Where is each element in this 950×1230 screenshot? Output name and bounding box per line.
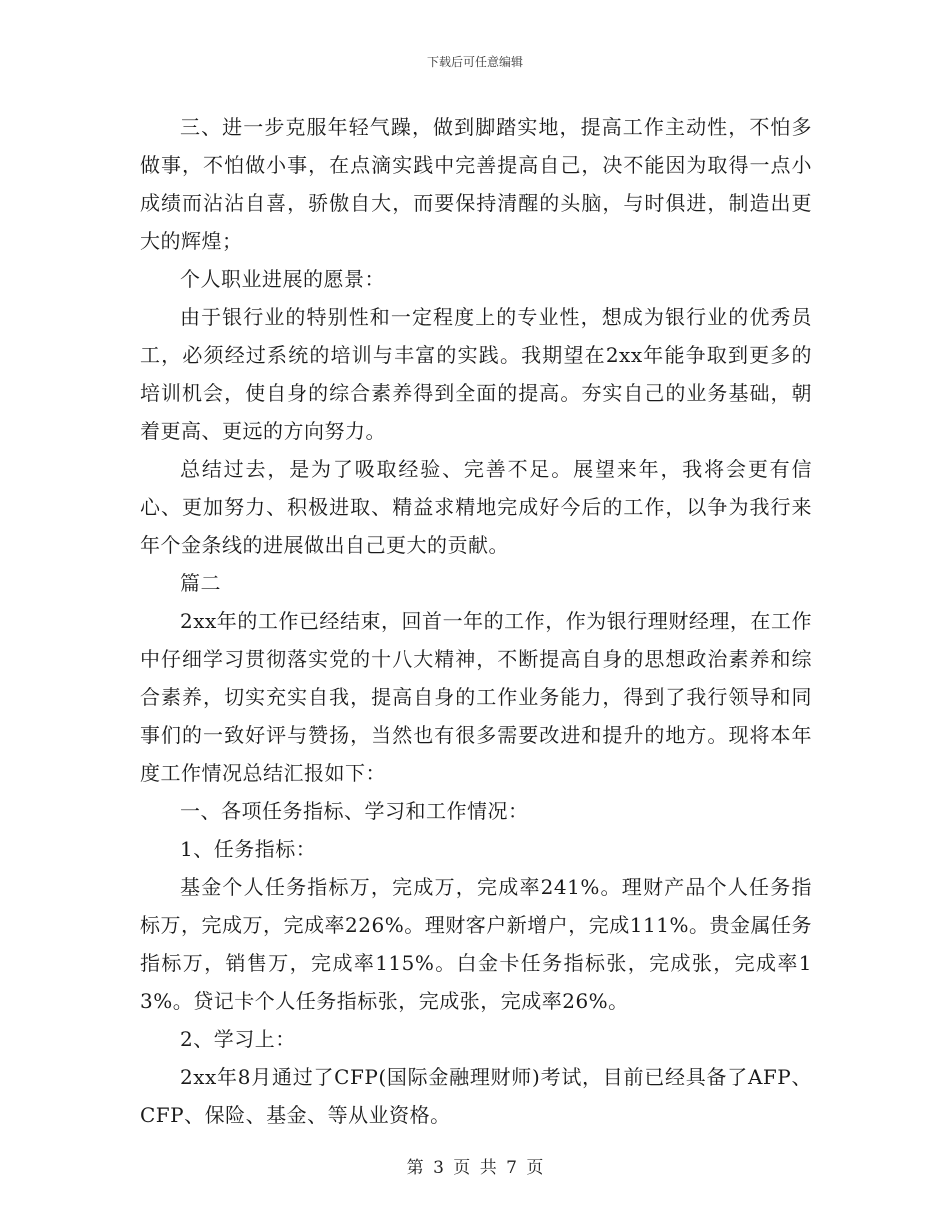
paragraph-career-vision: 由于银行业的特别性和一定程度上的专业性，想成为银行业的优秀员工，必须经过系统的培训与丰富的实践。我期望在2xx年能争取到更多的培训机会，使自身的综合素养得到全面的提高。夯实自己的业务基础，朝着更高、更远的方向努力。 bbox=[140, 305, 812, 443]
section-heading-tasks: 一、各项任务指标、学习和工作情况： bbox=[180, 799, 529, 823]
section-heading-part-two: 篇二 bbox=[180, 571, 221, 595]
paragraph-study: 2xx年8月通过了CFP(国际金融理财师)考试，目前已经具备了AFP、CFP、保险、基金、等从业资格。 bbox=[140, 1065, 812, 1127]
document-body bbox=[140, 108, 812, 1134]
paragraph-year-intro: 2xx年的工作已经结束，回首一年的工作，作为银行理财经理，在工作中仔细学习贯彻落实党的十八大精神，不断提高自身的思想政治素养和综合素养，切实充实自我，提高自身的工作业务能力，得到了我行领导和同事们的一致好评与赞扬，当然也有很多需要改进和提升的地方。现将本年度工作情况总结汇报如下： bbox=[140, 609, 812, 785]
paragraph-improvement-three: 三、进一步克服年轻气躁，做到脚踏实地，提高工作主动性，不怕多做事，不怕做小事，在点滴实践中完善提高自己，决不能因为取得一点小成绩而沾沾自喜，骄傲自大，而要保持清醒的头脑，与时俱进，制造出更大的辉煌； bbox=[140, 115, 812, 253]
page-header: 下载后可任意编辑 bbox=[426, 55, 523, 69]
subheading-task-indicators: 1、任务指标： bbox=[180, 837, 317, 861]
page-number-footer: 第 3 页 共 7 页 bbox=[406, 1158, 544, 1178]
subheading-study: 2、学习上： bbox=[180, 1027, 296, 1051]
paragraph-career-vision-heading: 个人职业进展的愿景： bbox=[180, 267, 385, 291]
paragraph-summary: 总结过去，是为了吸取经验、完善不足。展望来年，我将会更有信心、更加努力、积极进取、精益求精地完成好今后的工作，以争为我行来年个金条线的进展做出自己更大的贡献。 bbox=[140, 457, 812, 557]
paragraph-task-indicators: 基金个人任务指标万，完成万，完成率241%。理财产品个人任务指标万，完成万，完成率226%。理财客户新增户，完成111%。贵金属任务指标万，销售万，完成率115%。白金卡任务指标张，完成张，完成率13%。贷记卡个人任务指标张，完成张，完成率26%。 bbox=[140, 875, 812, 1013]
